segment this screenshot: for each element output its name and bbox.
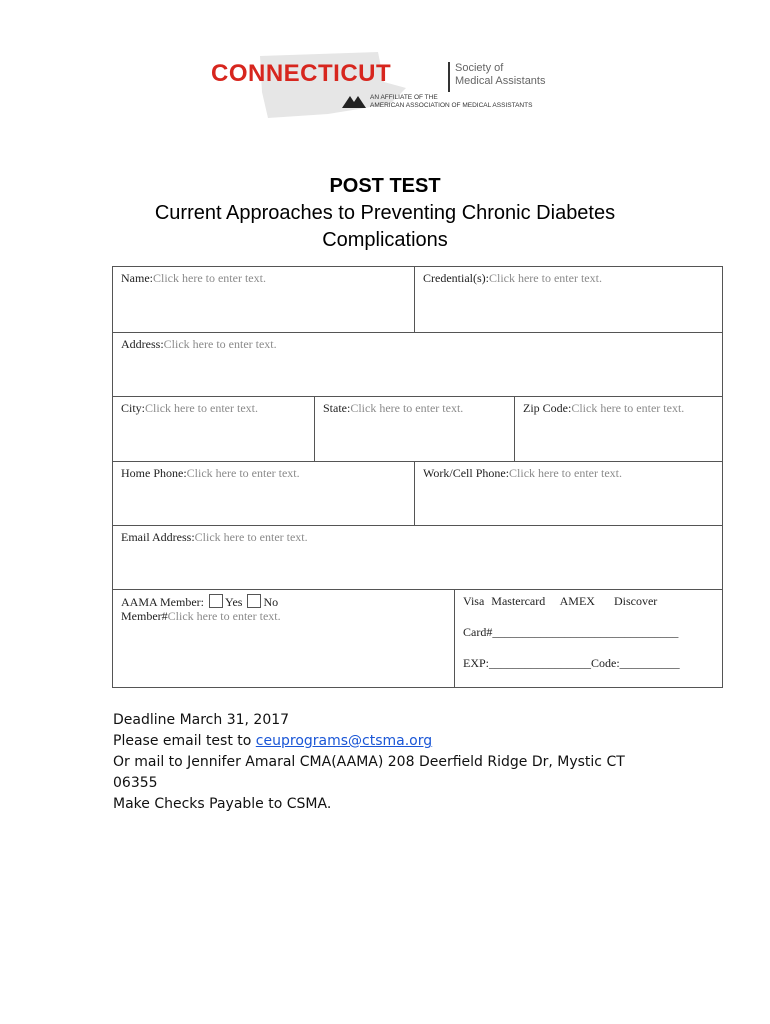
aama-member-line [121, 594, 446, 609]
email-instruction [113, 731, 673, 752]
logo-affiliate-text [370, 94, 532, 110]
logo-wordmark: CONNECTICUT [211, 60, 392, 87]
work-phone-placeholder[interactable]: Click here to enter text. [509, 466, 622, 480]
home-phone-field[interactable] [113, 462, 414, 525]
membership-cell [113, 590, 454, 687]
form-row-city-state-zip [113, 397, 722, 462]
credential-placeholder[interactable]: Click here to enter text. [488, 271, 602, 285]
name-placeholder[interactable]: Click here to enter text. [153, 271, 266, 285]
logo-society-text [455, 62, 545, 88]
submission-instructions [113, 710, 673, 815]
member-number-line[interactable] [121, 609, 446, 623]
payment-options [463, 594, 714, 608]
city-placeholder[interactable]: Click here to enter text. [145, 401, 258, 415]
payment-option-amex[interactable]: AMEX [559, 594, 595, 608]
state-field[interactable] [314, 397, 514, 461]
address-placeholder[interactable]: Click here to enter text. [163, 337, 277, 351]
yes-label: Yes [225, 595, 243, 609]
expiration-code-field[interactable]: EXP:_________________Code:__________ [463, 656, 680, 670]
title-block [0, 172, 770, 254]
email-field[interactable] [113, 526, 722, 589]
no-label: No [263, 595, 279, 609]
address-field[interactable] [113, 333, 722, 396]
home-phone-label: Home Phone: [121, 466, 187, 480]
city-field[interactable] [113, 397, 314, 461]
logo-divider [448, 62, 450, 92]
form-row-name [113, 267, 722, 333]
member-number-label: Member# [121, 609, 168, 623]
credential-label: Credential(s): [423, 271, 489, 285]
aama-mark-icon [342, 94, 366, 108]
name-label: Name: [121, 271, 153, 285]
name-field[interactable] [113, 267, 414, 332]
payment-cell [454, 590, 722, 687]
zip-placeholder[interactable]: Click here to enter text. [571, 401, 685, 415]
card-number-field[interactable]: Card#_______________________________ [463, 625, 679, 639]
form-row-membership-payment [113, 590, 722, 687]
form-row-email [113, 526, 722, 590]
city-label: City: [121, 401, 146, 415]
registration-form [112, 266, 723, 688]
home-phone-placeholder[interactable]: Click here to enter text. [186, 466, 300, 480]
form-row-address [113, 333, 722, 397]
csma-logo [208, 50, 558, 120]
logo-affiliate-line1: AN AFFILIATE OF THE [370, 94, 438, 101]
work-phone-label: Work/Cell Phone: [423, 466, 510, 480]
deadline-text: Deadline March 31, 2017 [113, 712, 290, 728]
payment-option-discover[interactable]: Discover [613, 594, 658, 608]
work-phone-field[interactable] [414, 462, 722, 525]
logo-affiliate-line2: AMERICAN ASSOCIATION OF MEDICAL ASSISTANTS [370, 102, 533, 109]
email-prefix: Please email test to [113, 733, 256, 749]
no-checkbox[interactable] [247, 594, 261, 608]
yes-checkbox[interactable] [209, 594, 223, 608]
zip-field[interactable] [514, 397, 722, 461]
page-subtitle: Current Approaches to Preventing Chronic Diabetes Complications [154, 202, 616, 251]
aama-label: AAMA Member: [121, 595, 204, 609]
payment-option-visa[interactable]: Visa [463, 594, 485, 608]
payment-option-mastercard[interactable]: Mastercard [491, 594, 546, 608]
address-label: Address: [121, 337, 164, 351]
zip-label: Zip Code: [523, 401, 572, 415]
mail-instruction: Or mail to Jennifer Amaral CMA(AAMA) 208 Deerfield Ridge Dr, Mystic CT 06355 [113, 754, 625, 791]
email-link[interactable]: ceuprograms@ctsma.org [255, 733, 433, 749]
logo-society-line1: Society of [455, 62, 504, 74]
logo-society-line2: Medical Assistants [455, 75, 546, 87]
email-placeholder[interactable]: Click here to enter text. [194, 530, 308, 544]
credential-field[interactable] [414, 267, 722, 332]
checks-instruction: Make Checks Payable to CSMA. [113, 796, 332, 812]
state-placeholder[interactable]: Click here to enter text. [350, 401, 464, 415]
member-number-placeholder[interactable]: Click here to enter text. [167, 609, 281, 623]
email-label: Email Address: [121, 530, 195, 544]
state-label: State: [323, 401, 351, 415]
page-title: POST TEST [329, 175, 441, 197]
form-row-phones [113, 462, 722, 526]
